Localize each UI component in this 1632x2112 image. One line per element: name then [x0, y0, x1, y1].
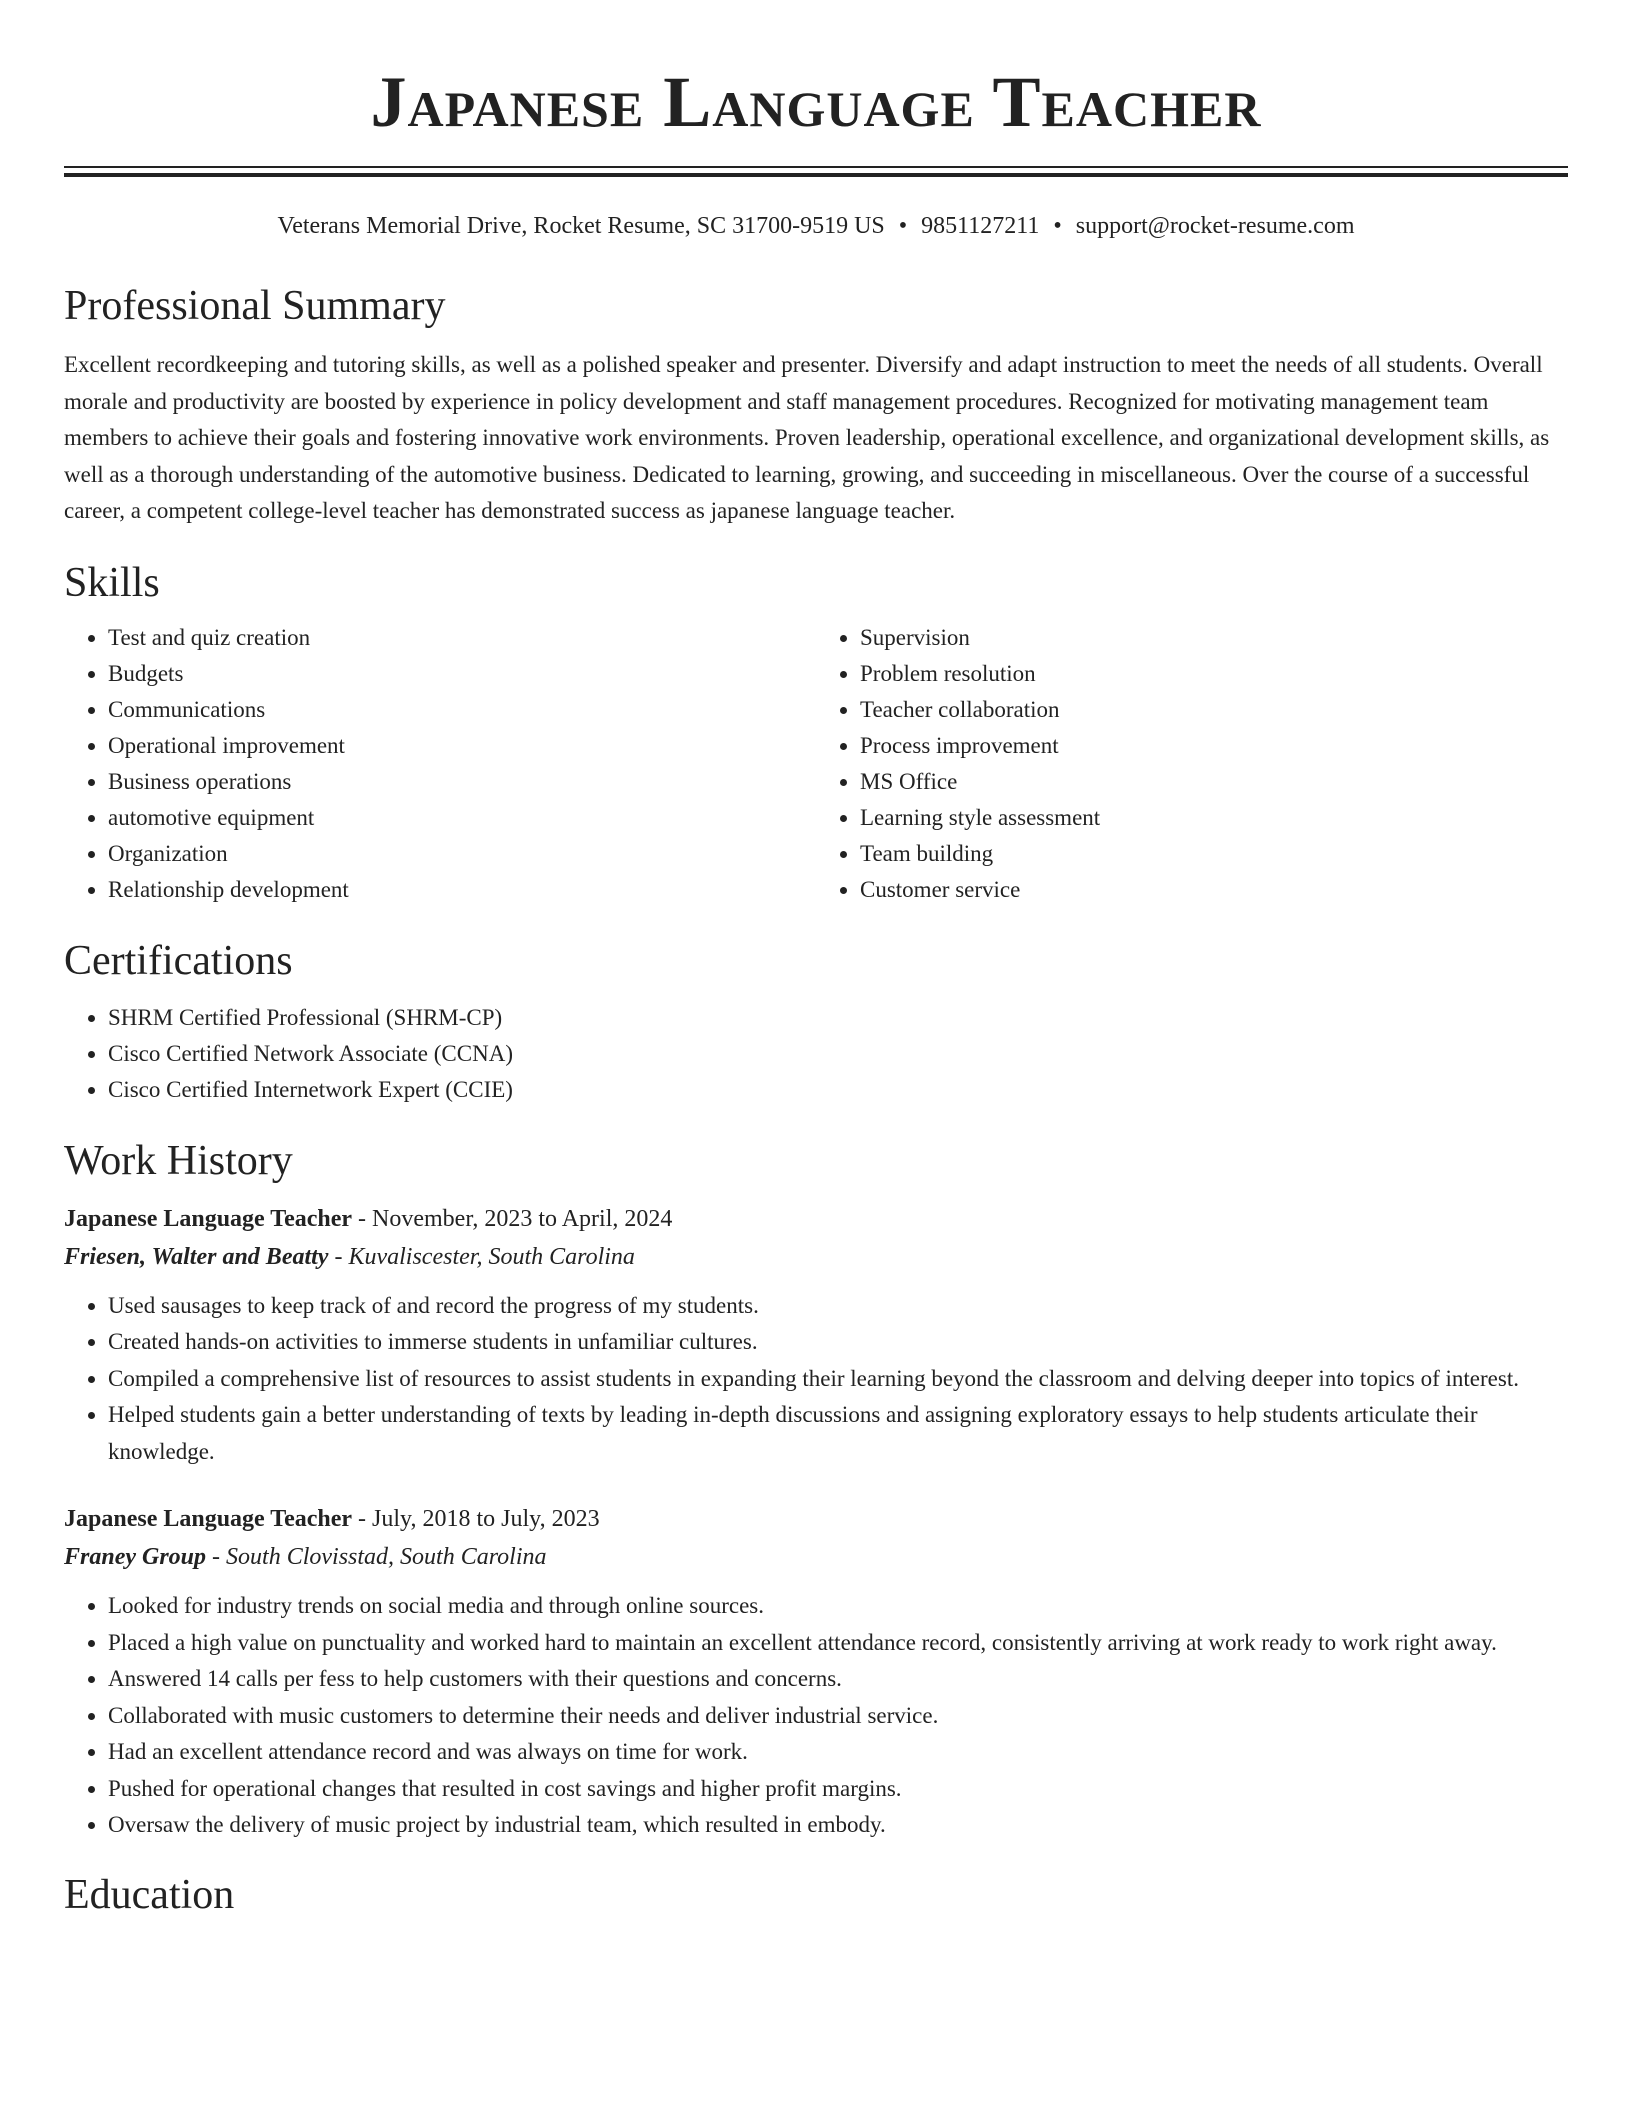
job-role: Japanese Language Teacher — [64, 1205, 353, 1232]
skills-columns — [64, 620, 1568, 908]
job-location: - Kuvaliscester, South Carolina — [328, 1243, 635, 1270]
skill-item: • Relationship development — [108, 872, 816, 908]
skill-item: • Problem resolution — [860, 656, 1568, 692]
job-duty-item: • Oversaw the delivery of music project by industrial team, which resulted in embody. — [108, 1807, 1568, 1844]
skill-item: • Supervision — [860, 620, 1568, 656]
skill-item: • Team building — [860, 836, 1568, 872]
skill-item: • Customer service — [860, 872, 1568, 908]
certifications-list — [64, 1000, 1568, 1108]
job-title-line — [64, 1500, 1568, 1538]
contact-phone: 9851127211 — [921, 213, 1040, 239]
education-heading: Education — [64, 1871, 235, 1918]
contact-address: Veterans Memorial Drive, Rocket Resume, SC 31700-9519 US — [277, 213, 885, 239]
job-duty-item: • Collaborated with music customers to determine their needs and deliver industrial service. — [108, 1698, 1568, 1735]
job-title-line — [64, 1200, 1568, 1238]
summary-text: Excellent recordkeeping and tutoring skills, as well as a polished speaker and presenter. Diversify and adapt instruction to meet the needs of all students. Overall morale and productivity are boosted by experience in policy development and staff management procedures. Recognized for motivating management team members to achieve their goals and fostering innovative work environments. Proven leadership, operational excellence, and organizational development skills, as well as a thorough understanding of the automotive business. Dedicated to learning, growing, and succeeding in miscellaneous. Over the course of a successful career, a competent college-level teacher has demonstrated success as japanese language teacher. — [64, 352, 1550, 523]
skill-item: • Operational improvement — [108, 728, 816, 764]
certification-item: • SHRM Certified Professional (SHRM-CP) — [108, 1000, 1568, 1036]
contact-line — [64, 211, 1568, 241]
skills-right-list — [816, 620, 1568, 908]
skills-heading: Skills — [64, 559, 160, 606]
skill-item: • Teacher collaboration — [860, 692, 1568, 728]
contact-email: support@rocket-resume.com — [1075, 213, 1355, 239]
skill-item: • Test and quiz creation — [108, 620, 816, 656]
job-role: Japanese Language Teacher — [64, 1506, 353, 1532]
job-duty-item: • Compiled a comprehensive list of resources to assist students in expanding their learning beyond the classroom and delving deeper into topics of interest. — [108, 1361, 1568, 1398]
job-duties-list — [64, 1288, 1568, 1471]
skill-item: • Learning style assessment — [860, 800, 1568, 836]
skill-item: • MS Office — [860, 764, 1568, 800]
job-company-line — [64, 1538, 1568, 1576]
skill-item: • Organization — [108, 836, 816, 872]
contact-separator: • — [898, 213, 908, 239]
contact-separator: • — [1053, 213, 1062, 239]
certification-item: • Cisco Certified Internetwork Expert (CCIE) — [108, 1072, 1568, 1108]
job-company: Friesen, Walter and Beatty — [64, 1243, 329, 1270]
work-history-heading: Work History — [64, 1137, 293, 1184]
job-duty-item: • Created hands-on activities to immerse students in unfamiliar cultures. — [108, 1324, 1568, 1361]
certifications-heading: Certifications — [64, 937, 293, 984]
job-duty-item: • Used sausages to keep track of and record the progress of my students. — [108, 1288, 1568, 1325]
skill-item: • Business operations — [108, 764, 816, 800]
skill-item: • automotive equipment — [108, 800, 816, 836]
skill-item: • Communications — [108, 692, 816, 728]
job-duty-item: • Had an excellent attendance record and was always on time for work. — [108, 1734, 1568, 1771]
job-company-line — [64, 1238, 1568, 1276]
candidate-name: Japanese Language Teacher — [370, 62, 1262, 142]
job-dates: - July, 2018 to July, 2023 — [352, 1506, 600, 1532]
certification-item: • Cisco Certified Network Associate (CCNA) — [108, 1036, 1568, 1072]
skill-item: • Process improvement — [860, 728, 1568, 764]
header-divider — [64, 166, 1568, 177]
job-duties-list — [64, 1588, 1568, 1844]
job-duty-item: • Pushed for operational changes that resulted in cost savings and higher profit margins. — [108, 1771, 1568, 1808]
job-duty-item: • Placed a high value on punctuality and worked hard to maintain an excellent attendance record, consistently arriving at work ready to work right away. — [108, 1625, 1568, 1662]
skills-left-list — [64, 620, 816, 908]
job-duty-item: • Answered 14 calls per fess to help customers with their questions and concerns. — [108, 1661, 1568, 1698]
job-company: Franey Group — [64, 1544, 207, 1570]
job-location: - South Clovisstad, South Carolina — [206, 1544, 547, 1570]
job-duty-item: • Helped students gain a better understanding of texts by leading in-depth discussions and assigning exploratory essays to help students articulate their knowledge. — [108, 1397, 1568, 1470]
job-duty-item: • Looked for industry trends on social media and through online sources. — [108, 1588, 1568, 1625]
summary-heading: Professional Summary — [64, 283, 446, 329]
skill-item: • Budgets — [108, 656, 816, 692]
job-dates: - November, 2023 to April, 2024 — [352, 1205, 673, 1232]
